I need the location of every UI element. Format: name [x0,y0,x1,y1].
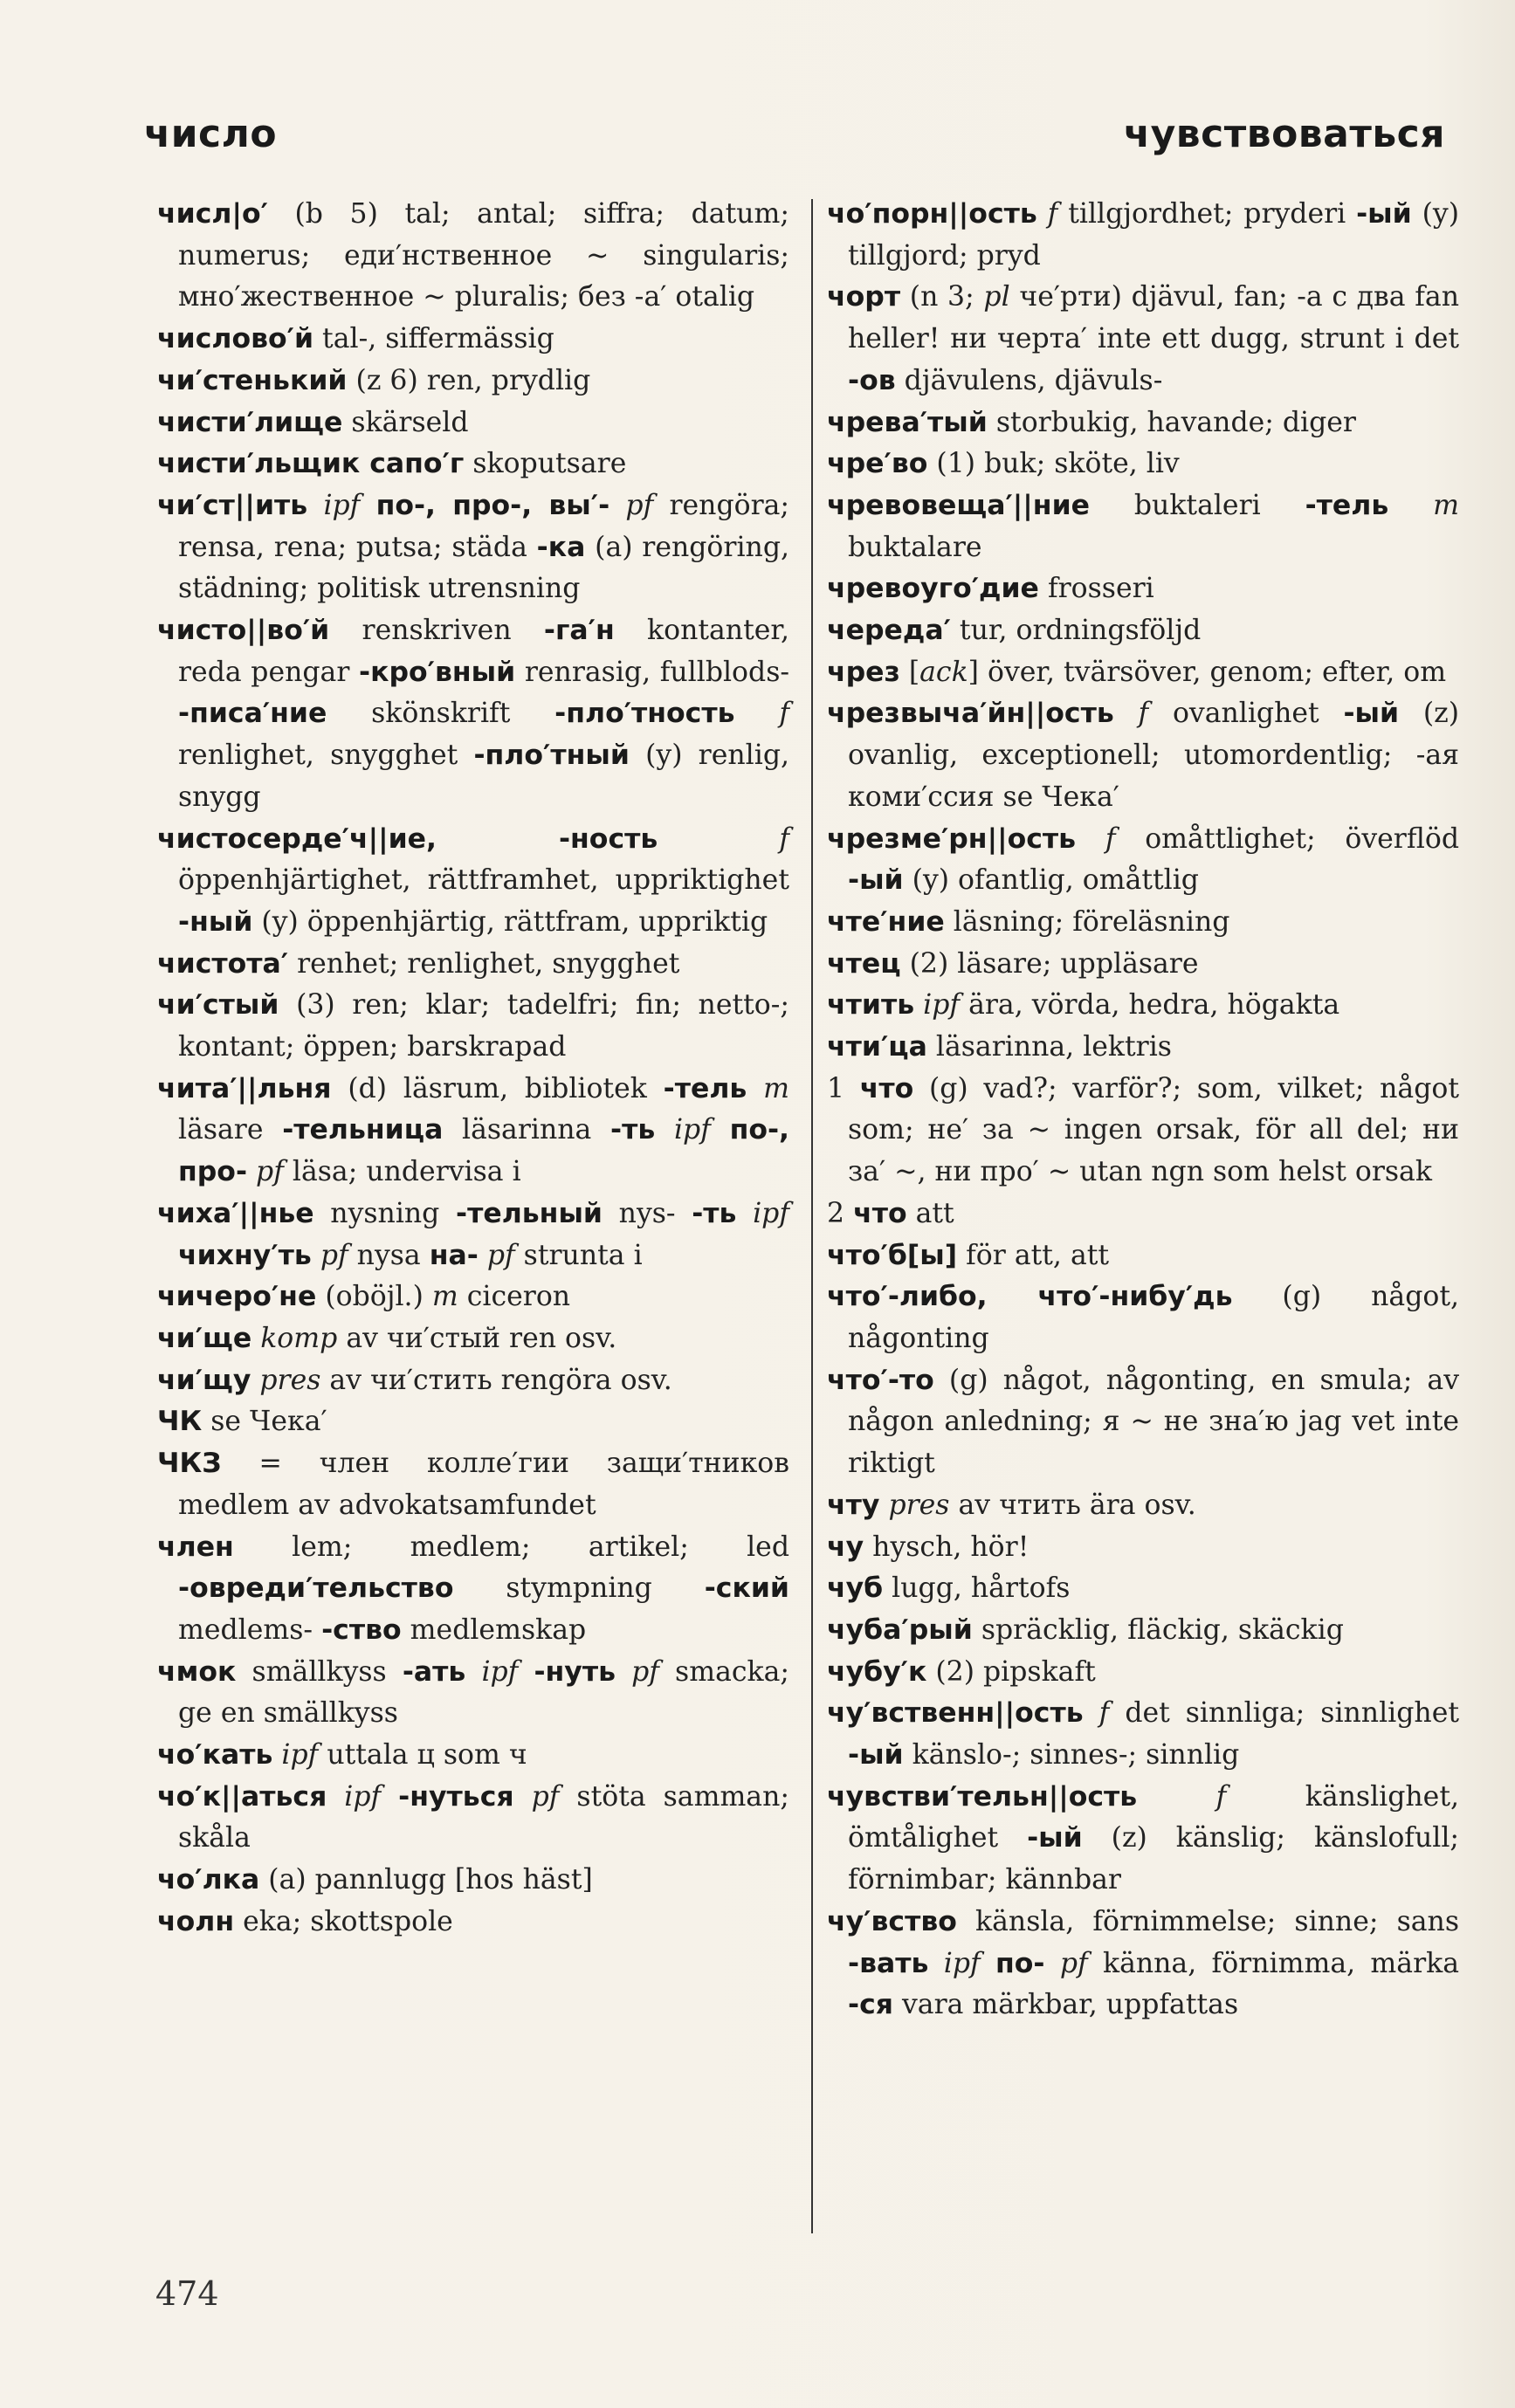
headword: чувстви′тельн||ость [827,1780,1138,1813]
definition-text: skärseld [342,406,469,438]
definition-text: att [906,1197,954,1229]
definition-text [609,490,625,521]
headword: -тель [1305,489,1389,521]
definition-text: (z) ovanlig, exceptionell; utomordentlig; -ая коми′ссия se Чека′ [848,698,1459,813]
definition-text: stöta samman; skåla [178,1780,789,1854]
definition-text: känsla, förnimmelse; sinne; sans [956,1905,1459,1937]
headword: чтить [827,989,915,1022]
definition-text: hysch, hör! [864,1531,1030,1563]
definition-text [658,823,779,855]
left-column [157,194,789,1944]
grammar-label: pres [888,1489,950,1521]
definition-text [914,989,923,1021]
definition-text: renhet; renlighet, snygghet [288,947,680,980]
definition-text: (2) pipskaft [926,1655,1096,1688]
definition-text: [ [899,656,920,688]
dictionary-entry [827,277,1459,402]
grammar-label: ipf [344,1780,382,1813]
definition-text [312,1240,320,1271]
definition-text: (1) buk; sköte, liv [927,448,1180,480]
headword: чубу′к [827,1655,927,1688]
grammar-label: ipf [281,1739,319,1772]
definition-text: renlighet, snygghet [178,740,474,772]
definition-text: (2) läsare; uppläsare [900,947,1199,980]
definition-text [465,1656,481,1688]
running-head-right: чувствоваться [1123,112,1445,156]
definition-text: buktalare [848,531,982,563]
headword: чтец [827,947,901,980]
grammar-label: pf [320,1239,348,1271]
headword: чо′к||аться [157,1780,327,1813]
definition-text: lugg, hårtofs [883,1572,1071,1605]
definition-text: uttala ц som ч [318,1739,527,1772]
headword: что′б[ы] [827,1239,958,1271]
headword: ЧК [157,1406,203,1438]
headword: -писа′ние [178,698,327,730]
headword: -ать [402,1655,466,1688]
running-head-left: число [144,112,278,156]
headword: чрева′тый [827,406,988,438]
dictionary-entry [157,1401,789,1443]
headword: ЧКЗ [157,1448,222,1480]
definition-text: (g) något, någonting, en smula; av någon anledning; я ~ не зна′ю jag vet inte riktigt [848,1364,1459,1480]
dictionary-entry [827,610,1459,652]
dictionary-entry [827,1485,1459,1527]
definition-text: renskriven [329,615,544,647]
headword: -вать [848,1947,929,1979]
headword: чревоуго′дие [827,573,1039,605]
definition-text: buktaleri [1090,489,1305,521]
headword: чмок [157,1655,237,1688]
definition-text: че′рти) djävul, fan; -а с два fan heller! ни черта′ inte ett dugg, strunt i det [848,281,1459,355]
grammar-label: pres [259,1364,321,1396]
definition-text [307,490,323,521]
definition-text: läsa; undervisa i [283,1156,521,1188]
headword: что [853,1197,907,1229]
headword: что′-то [827,1364,934,1396]
headword: -ый [1027,1822,1083,1854]
definition-text [655,1114,674,1146]
definition-text: av чи′стый ren osv. [337,1322,617,1354]
headword: чо′кать [157,1739,273,1772]
definition-text: omåttlighet; överflöd [1115,822,1459,855]
headword: чисти′льщик сапо′г [157,448,465,480]
definition-text: (y) ofantlig, omåttlig [903,864,1199,897]
dictionary-entry [827,1777,1459,1902]
dictionary-entry [827,693,1459,818]
dictionary-entry [157,610,789,819]
definition-text: känslighet, ömtålighet [848,1780,1459,1854]
headword: чрез [827,656,900,688]
dictionary-entry [827,1693,1459,1776]
dictionary-entry [827,444,1459,485]
grammar-label: f [1138,698,1149,730]
definition-text: tal-, siffermässig [313,323,554,355]
dictionary-entry [827,1568,1459,1610]
headword: -ный [178,905,253,938]
column-divider [811,199,813,2233]
definition-text [736,1198,753,1229]
grammar-label: pl [983,281,1010,313]
dictionary-entry [827,568,1459,610]
grammar-label: f [1047,198,1058,230]
dictionary-entry [827,194,1459,277]
headword: чиха′||нье [157,1197,314,1229]
definition-text [1045,1948,1060,1979]
dictionary-entry [827,1902,1459,2026]
headword: чи′ще [157,1322,252,1354]
dictionary-entry [827,1027,1459,1069]
definition-text [272,1739,281,1771]
headword: по- [995,1947,1045,1979]
dictionary-entry [827,1276,1459,1359]
grammar-label: m [431,1281,458,1313]
grammar-label: ipf [673,1114,711,1146]
grammar-label: f [1215,1780,1227,1813]
headword: чисто||во′й [157,615,330,647]
grammar-label: komp [260,1322,338,1354]
headword: чту [827,1489,880,1521]
definition-text: läsarinna [443,1114,610,1146]
definition-text [1076,823,1105,855]
dictionary-entry [827,1652,1459,1694]
definition-text: (d) läsrum, bibliotek [331,1072,664,1104]
definition-text: läsning; föreläsning [944,905,1230,938]
headword: -тель [663,1072,747,1104]
headword: чо′лка [157,1864,260,1896]
definition-text: (b 5) tal; antal; siffra; datum; numerus; еди′нственное ~ singularis; мно′жественное ~ pluralis; без -а′ otalig [178,198,789,313]
headword: череда′ [827,615,951,647]
grammar-label: f [779,698,790,730]
definition-text: av чтить ära osv. [949,1489,1196,1521]
definition-text: (y) tillgjord; pryd [848,198,1459,272]
headword: по-, про-, вы′- [375,489,610,521]
dictionary-entry [157,319,789,361]
dictionary-entry [827,652,1459,694]
headword: -пло′тный [473,740,630,772]
definition-text [479,1240,487,1271]
headword: чисти′лище [157,406,343,438]
definition-text [735,698,780,729]
headword: чу′вственн||ость [827,1697,1084,1730]
definition-text [247,1156,256,1187]
headword: -ский [704,1572,789,1605]
definition-text [251,1323,260,1354]
grammar-label: ipf [481,1655,519,1688]
grammar-label: ipf [753,1197,790,1229]
grammar-label: f [1105,822,1116,855]
definition-text: ciceron [458,1281,571,1313]
definition-text: (z 6) ren, prydlig [347,364,591,396]
definition-text: renrasig, fullblods- [515,656,789,688]
headword: чи′ст||ить [157,489,308,521]
definition-text: (a) pannlugg [hos häst] [259,1864,593,1896]
grammar-label: ipf [323,489,361,521]
headword: чи′стенький [157,364,348,396]
dictionary-entry [827,1527,1459,1569]
grammar-label: m [763,1072,789,1104]
grammar-label: pf [1059,1947,1088,1979]
dictionary-entry [157,1318,789,1360]
definition-text: lem; medlem; artikel; led [233,1531,789,1563]
dictionary-entry [827,985,1459,1027]
headword: -кро′вный [359,656,516,688]
dictionary-entry [157,1443,789,1526]
dictionary-entry [157,1652,789,1735]
definition-text: (y) öppenhjärtig, rättfram, uppriktig [252,905,768,938]
headword: чре′во [827,448,928,480]
definition-text [747,1073,763,1104]
headword: -ый [848,1739,904,1772]
headword: чревовеща′||ние [827,489,1091,521]
definition-text: ära, vörda, hedra, högakta [960,989,1340,1022]
dictionary-entry [157,985,789,1068]
headword: -ся [848,1989,893,2021]
grammar-label: ipf [923,989,961,1022]
definition-text: för att, att [957,1239,1110,1271]
headword: на- [429,1239,479,1271]
definition-text: 1 [827,1072,860,1104]
definition-text: eka; skottspole [234,1905,453,1937]
dictionary-entry [157,1276,789,1318]
definition-text: läsare [178,1114,283,1146]
dictionary-entry [827,1194,1459,1235]
dictionary-entry [827,485,1459,568]
definition-text: (g) vad?; varför?; som, vilket; något som; не′ за ~ ingen orsak, för all del; ни за′ ~, ни про′ ~ utan ngn som helst orsak [848,1072,1459,1188]
definition-text [360,490,375,521]
definition-text: (g) något, någonting [848,1281,1459,1354]
headword: чи′стый [157,989,279,1022]
definition-text [981,1948,995,1979]
headword: чрезме′рн||ость [827,822,1077,855]
headword: -ка [536,531,586,563]
definition-text: av чи′стить rengöra osv. [320,1364,672,1396]
definition-text: tillgjordhet; pryderi [1057,198,1357,230]
grammar-label: f [779,822,790,855]
headword: чуб [827,1572,884,1605]
dictionary-entry [157,361,789,402]
definition-text [1114,698,1139,729]
definition-text: kontanter, reda pengar [178,615,789,688]
definition-text: känna, förnimma, märka [1087,1947,1460,1979]
headword: числ|о′ [157,198,268,230]
dictionary-entry [157,944,789,986]
definition-text [514,1781,532,1813]
grammar-label: f [1098,1697,1110,1730]
headword: -ть [692,1197,737,1229]
headword: чти′ца [827,1031,927,1063]
definition-text: vara märkbar, uppfattas [892,1989,1239,2021]
definition-text: skönskrift [327,698,555,730]
definition-text: medlems- [178,1613,322,1646]
definition-text: (n 3; [900,281,984,313]
definition-text: smällkyss [236,1655,403,1688]
headword: чолн [157,1905,235,1937]
dictionary-entry [827,902,1459,944]
headword: что′-либо, что′-нибу′дь [827,1281,1233,1313]
headword: по-, про- [178,1114,790,1188]
headword: чичеро′не [157,1281,317,1313]
page-number: 474 [155,2274,219,2313]
headword: чи′щу [157,1364,251,1396]
headword: чу′вство [827,1905,957,1937]
definition-text [879,1490,888,1521]
dictionary-entry [157,1069,789,1194]
headword: -ый [1356,198,1412,230]
dictionary-entry [157,402,789,444]
definition-text: tur, ordningsföljd [950,615,1202,647]
definition-text: se Чека′ [202,1406,327,1438]
headword: числово′й [157,323,314,355]
definition-text: (oböjl.) [316,1281,432,1313]
definition-text: (y) renlig, snygg [178,740,789,813]
definition-text: nys- [603,1197,692,1229]
dictionary-entry [157,1735,789,1777]
definition-text: spräcklig, fläckig, skäckig [972,1613,1344,1646]
headword: чита′||льня [157,1072,332,1104]
headword: что [859,1072,914,1104]
definition-text [251,1365,259,1396]
definition-text [1137,1781,1215,1813]
headword: -тельница [282,1114,444,1146]
definition-text: strunta i [514,1239,643,1271]
dictionary-entry [157,1527,789,1652]
headword: -нуться [398,1780,514,1813]
definition-text: (3) ren; klar; tadelfri; fin; netto-; kontant; öppen; barskrapad [178,989,789,1063]
headword: -га′н [543,615,615,647]
headword: чрезвыча′йн||ость [827,698,1114,730]
headword: -ть [610,1114,656,1146]
grammar-label: pf [256,1156,284,1188]
dictionary-entry [157,1194,789,1276]
definition-text [711,1114,730,1146]
headword: член [157,1531,234,1563]
headword: -нуть [534,1655,616,1688]
dictionary-entry [157,1777,789,1860]
headword: чорт [827,281,901,313]
definition-text [518,1656,534,1688]
headword: чуба′рый [827,1613,973,1646]
dictionary-entry [827,1360,1459,1485]
definition-text: nysning [313,1197,456,1229]
definition-text: det sinnliga; sinnlighet [1109,1697,1459,1730]
headword: чте′ние [827,905,945,938]
headword: чо′порн||ость [827,198,1037,230]
definition-text: storbukig, havande; diger [987,406,1356,438]
headword: -ый [1343,698,1400,730]
headword: -ство [321,1613,402,1646]
headword: чистота′ [157,947,289,980]
headword: чу [827,1531,864,1563]
grammar-label: pf [631,1655,659,1688]
definition-text: (a) rengöring, städning; politisk utrensning [178,531,789,605]
dictionary-entry [157,444,789,485]
definition-text: nysa [348,1239,430,1271]
definition-text [928,1948,943,1979]
definition-text: smacka; ge en smällkyss [178,1655,789,1730]
definition-text: = член колле′гии защи′тников medlem av advokatsamfundet [178,1448,789,1521]
definition-text [1037,198,1048,230]
headword: чистосерде′ч||ие, -ность [157,822,658,855]
definition-text: stympning [453,1572,705,1605]
definition-text: (z) känslig; känslofull; förnimbar; kännbar [848,1822,1460,1896]
definition-text: ] över, tvärsöver, genom; efter, om [968,656,1447,688]
definition-text [1084,1697,1099,1729]
definition-text: känslo-; sinnes-; sinnlig [903,1739,1240,1772]
grammar-label: ack [919,656,968,688]
dictionary-entry [157,819,789,944]
headword: -ов [848,364,896,396]
grammar-label: pf [486,1239,515,1271]
dictionary-entry [827,1235,1459,1277]
dictionary-entry [157,1860,789,1902]
dictionary-entry [827,1069,1459,1194]
definition-text: rengöra; rensa, rena; putsa; städa [178,489,790,563]
definition-text [327,1781,344,1813]
definition-text: skoputsare [464,448,627,480]
grammar-label: m [1433,489,1460,521]
headword: -оврeди′тельство [178,1572,454,1605]
right-column [827,194,1459,2026]
headword: -ый [848,864,904,897]
dictionary-entry [157,485,789,610]
definition-text: ovanlighet [1148,698,1344,730]
dictionary-entry [157,194,789,319]
headword: -пло′тность [554,698,735,730]
definition-text [381,1781,398,1813]
definition-text: 2 [827,1197,854,1229]
definition-text: frosseri [1038,573,1154,605]
dictionary-entry [827,819,1459,902]
headword: -тельный [456,1197,603,1229]
dictionary-entry [157,1902,789,1944]
definition-text [616,1656,631,1688]
dictionary-entry [827,402,1459,444]
grammar-label: pf [625,489,654,521]
dictionary-entry [157,1360,789,1402]
definition-text: medlemskap [401,1613,587,1646]
dictionary-entry [827,944,1459,986]
definition-text: öppenhjärtighet, rättframhet, uppriktighet [178,864,789,897]
definition-text [1388,490,1433,521]
dictionary-entry [827,1610,1459,1652]
definition-text: djävulens, djävuls- [895,364,1163,396]
grammar-label: pf [531,1780,560,1813]
grammar-label: ipf [943,1947,981,1979]
definition-text: läsarinna, lektris [926,1031,1172,1063]
headword: чихну′ть [178,1239,312,1271]
